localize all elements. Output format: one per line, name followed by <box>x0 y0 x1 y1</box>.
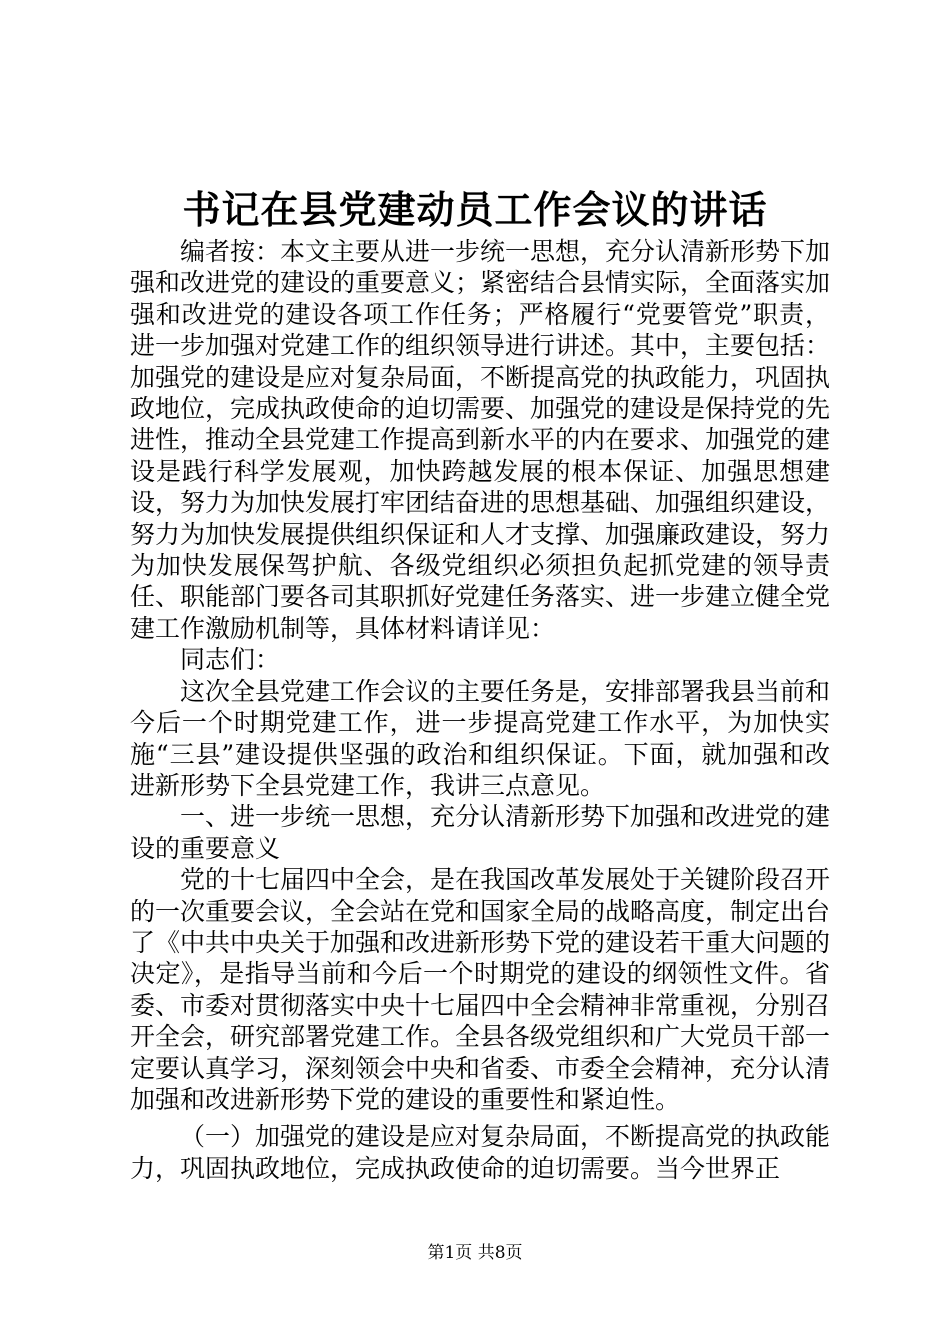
document-title: 书记在县党建动员工作会议的讲话 <box>182 187 768 232</box>
subsection-one-paragraph: （一）加强党的建设是应对复杂局面，不断提高党的执政能力，巩固执政地位，完成执政使命的迫切需要。当今世界正 <box>130 1122 831 1183</box>
document-body <box>130 236 830 1184</box>
page-footer: 第1页 共8页 <box>427 1243 523 1263</box>
salutation-paragraph: 同志们： <box>180 645 281 675</box>
section-one-paragraph: 党的十七届四中全会，是在我国改革发展处于关键阶段召开的一次重要会议，全会站在党和国家全局的战略高度，制定出台了《中共中央关于加强和改进新形势下党的建设若干重大问题的决定》，是指导当前和今后一个时期党的建设的纲领性文件。省委、市委对贯彻落实中央十七届四中全会精神非常重视，分别召开全会，研究部署党建工作。全县各级党组织和广大党员干部一定要认真学习，深刻领会中央和省委、市委全会精神，充分认清加强和改进新形势下党的建设的重要性和紧迫性。 <box>130 865 831 1114</box>
intro-paragraph: 这次全县党建工作会议的主要任务是，安排部署我县当前和今后一个时期党建工作，进一步提高党建工作水平，为加快实施“三县”建设提供坚强的政治和组织保证。下面，就加强和改进新形势下全县党建工作，我讲三点意见。 <box>130 676 831 800</box>
section-heading-one: 一、进一步统一思想，充分认清新形势下加强和改进党的建设的重要意义 <box>130 802 831 863</box>
editor-note-paragraph: 编者按：本文主要从进一步统一思想，充分认清新形势下加强和改进党的建设的重要意义；紧密结合县情实际，全面落实加强和改进党的建设各项工作任务；严格履行“党要管党”职责，进一步加强对党建工作的组织领导进行讲述。其中，主要包括：加强党的建设是应对复杂局面，不断提高党的执政能力，巩固执政地位，完成执政使命的迫切需要、加强党的建设是保持党的先进性，推动全县党建工作提高到新水平的内在要求、加强党的建设是践行科学发展观，加快跨越发展的根本保证、加强思想建设，努力为加快发展打牢团结奋进的思想基础、加强组织建设，努力为加快发展提供组织保证和人才支撑、加强廉政建设，努力为加快发展保驾护航、各级党组织必须担负起抓党建的领导责任、职能部门要各司其职抓好党建任务落实、进一步建立健全党建工作激励机制等，具体材料请详见： <box>130 237 831 643</box>
